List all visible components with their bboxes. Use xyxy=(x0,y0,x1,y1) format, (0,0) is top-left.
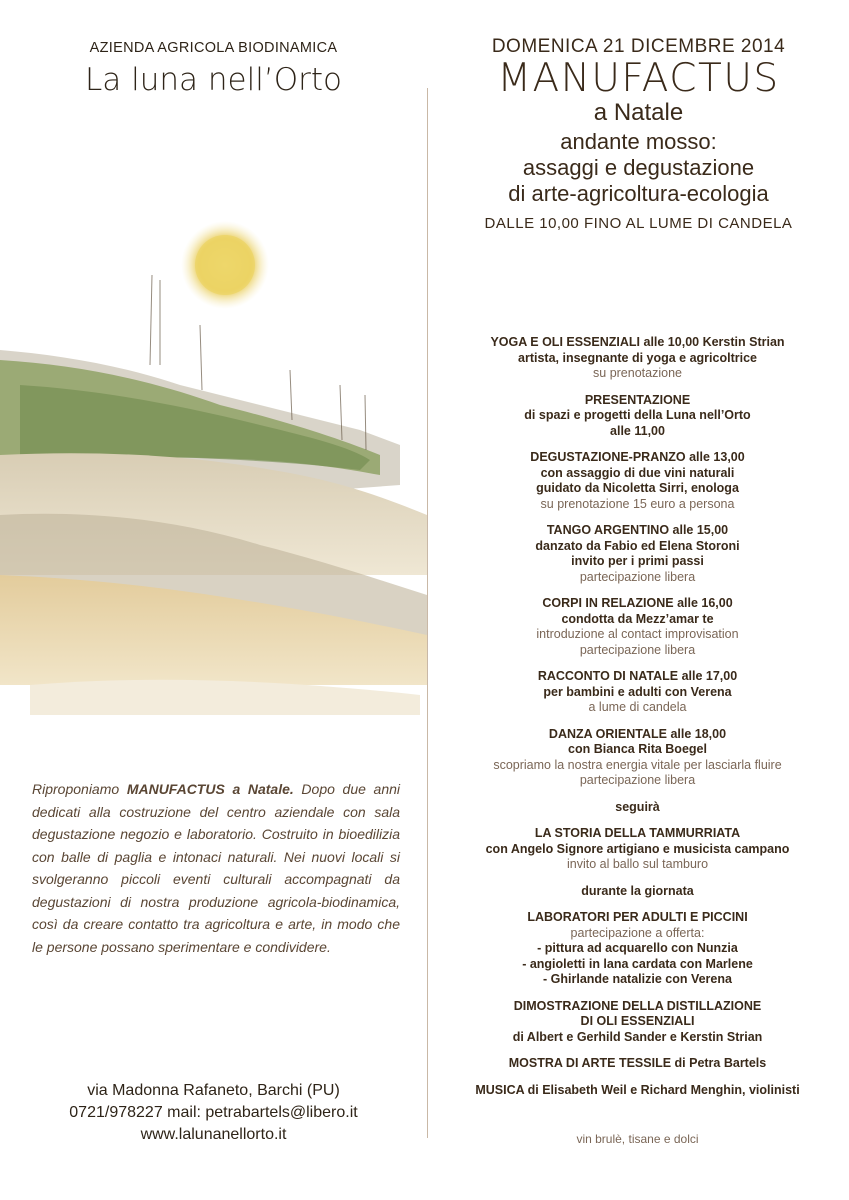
program-item-pranzo xyxy=(440,450,835,512)
item-time: alle 16,00 xyxy=(673,596,733,610)
intro-bold: MANUFACTUS a Natale. xyxy=(126,781,294,797)
closing-note: vin brulè, tisane e dolci xyxy=(576,1132,699,1146)
event-subtitle: a Natale xyxy=(593,99,684,126)
item-line: - pittura ad acquarello con Nunzia xyxy=(537,941,738,955)
event-date: DOMENICA 21 DICEMBRE 2014 xyxy=(491,36,786,57)
program-item-mostra xyxy=(440,1056,835,1072)
item-line: artista, insegnante di yoga e agricoltrice xyxy=(518,350,757,365)
item-line: di spazi e progetti della Luna nell’Orto xyxy=(524,408,751,422)
program-item-musica xyxy=(440,1083,835,1099)
item-line: - angioletti in lana cardata con Marlene xyxy=(522,956,753,971)
item-title: TANGO ARGENTINO xyxy=(546,523,670,537)
program-item-yoga xyxy=(440,335,835,382)
item-title: YOGA E OLI ESSENZIALI xyxy=(490,335,641,349)
company-label: AZIENDA AGRICOLA BIODINAMICA xyxy=(89,40,338,56)
phone-mail: 0721/978227 mail: petrabartels@libero.it xyxy=(69,1104,358,1121)
brand-name: La luna nell’Orto xyxy=(85,62,342,98)
item-line: con Angelo Signore artigiano e musicista campano xyxy=(485,841,790,856)
program-item-danza xyxy=(440,727,835,789)
item-note: partecipazione a offerta: xyxy=(570,925,705,940)
item-title: DIMOSTRAZIONE DELLA DISTILLAZIONE xyxy=(513,998,762,1013)
item-title: MOSTRA DI ARTE TESSILE xyxy=(508,1056,672,1070)
tagline-3: di arte-agricoltura-ecologia xyxy=(508,181,769,206)
program-item-racconto xyxy=(440,669,835,716)
item-line: di Petra Bartels xyxy=(671,1056,767,1070)
item-title: PRESENTAZIONE xyxy=(584,392,691,407)
item-note: partecipazione libera xyxy=(579,642,696,657)
program-item-tango xyxy=(440,523,835,585)
item-note: su prenotazione xyxy=(593,366,682,380)
item-line: con assaggio di due vini naturali xyxy=(540,465,735,480)
item-line: di Elisabeth Weil e Richard Menghin, violinisti xyxy=(524,1082,800,1097)
item-note: su prenotazione 15 euro a persona xyxy=(540,496,735,511)
contact-block xyxy=(0,1080,427,1146)
address: via Madonna Rafaneto, Barchi (PU) xyxy=(87,1082,340,1099)
watercolor-landscape-painting xyxy=(0,215,427,715)
tagline-1: andante mosso: xyxy=(560,129,717,154)
intro-rest: Dopo due anni dedicati alla costruzione del centro aziendale con sala degustazione negozio e laboratorio. Costruito in bioedilizia con balle di paglia e intonaci naturali. Nei nuovi locali si svolgeranno piccoli eventi culturali accompagnati da degustazioni di nostra produzione agricola-biodinamica, così da creare contatto tra agricoltura e arte, in modo che le persone possano sperimentare e condividere. xyxy=(32,781,400,955)
intro-paragraph xyxy=(32,778,400,958)
item-time: alle 17,00 xyxy=(678,669,738,683)
item-title-2: DI OLI ESSENZIALI xyxy=(580,1014,695,1028)
item-note: partecipazione libera xyxy=(579,773,696,787)
item-time: alle 10,00 Kerstin Strian xyxy=(640,335,785,349)
item-time: alle 15,00 xyxy=(669,523,729,537)
program-item-corpi xyxy=(440,596,835,658)
item-title: MUSICA xyxy=(475,1082,525,1097)
item-time: alle 18,00 xyxy=(666,726,727,741)
item-line: con Bianca Rita Boegel xyxy=(568,742,707,756)
event-title: MANUFACTUS xyxy=(497,56,780,101)
item-note: scopriamo la nostra energia vitale per lasciarla fluire xyxy=(493,757,782,772)
column-divider xyxy=(427,88,428,1138)
program-item-distillazione xyxy=(440,999,835,1046)
program-item-laboratori xyxy=(440,910,835,988)
tagline-2: assaggi e degustazione xyxy=(522,155,755,180)
item-time: alle 13,00 xyxy=(685,450,745,464)
item-line: - Ghirlande natalizie con Verena xyxy=(543,972,732,986)
item-note: partecipazione libera xyxy=(579,569,696,584)
item-title: LABORATORI PER ADULTI E PICCINI xyxy=(527,910,748,924)
program-list xyxy=(440,335,835,1109)
item-title: RACCONTO DI NATALE xyxy=(537,669,679,683)
website: www.lalunanellorto.it xyxy=(140,1126,287,1143)
event-hours: DALLE 10,00 FINO AL LUME DI CANDELA xyxy=(484,215,793,232)
separator-durante: durante la giornata xyxy=(581,883,694,898)
item-line: guidato da Nicoletta Sirri, enologa xyxy=(536,481,739,495)
program-item-presentazione xyxy=(440,393,835,440)
item-title: DANZA ORIENTALE xyxy=(548,726,667,741)
program-item-tammurriata xyxy=(440,826,835,873)
item-line: invito per i primi passi xyxy=(571,554,704,568)
item-note: a lume di candela xyxy=(588,700,687,714)
item-note: introduzione al contact improvisation xyxy=(536,627,739,641)
left-header xyxy=(0,40,427,98)
separator-seguira: seguirà xyxy=(615,799,660,814)
item-title: DEGUSTAZIONE-PRANZO xyxy=(530,450,686,464)
item-line: di Albert e Gerhild Sander e Kerstin Strian xyxy=(512,1029,763,1044)
item-line: danzato da Fabio ed Elena Storoni xyxy=(535,538,740,553)
item-time: alle 11,00 xyxy=(610,423,665,438)
item-title: LA STORIA DELLA TAMMURRIATA xyxy=(534,826,741,840)
item-note: invito al ballo sul tamburo xyxy=(566,857,709,871)
item-title: CORPI IN RELAZIONE xyxy=(542,596,674,610)
event-header xyxy=(428,36,849,232)
item-line: condotta da Mezz’amar te xyxy=(561,611,714,626)
item-line: per bambini e adulti con Verena xyxy=(543,684,732,699)
intro-lead: Riproponiamo xyxy=(32,781,127,797)
